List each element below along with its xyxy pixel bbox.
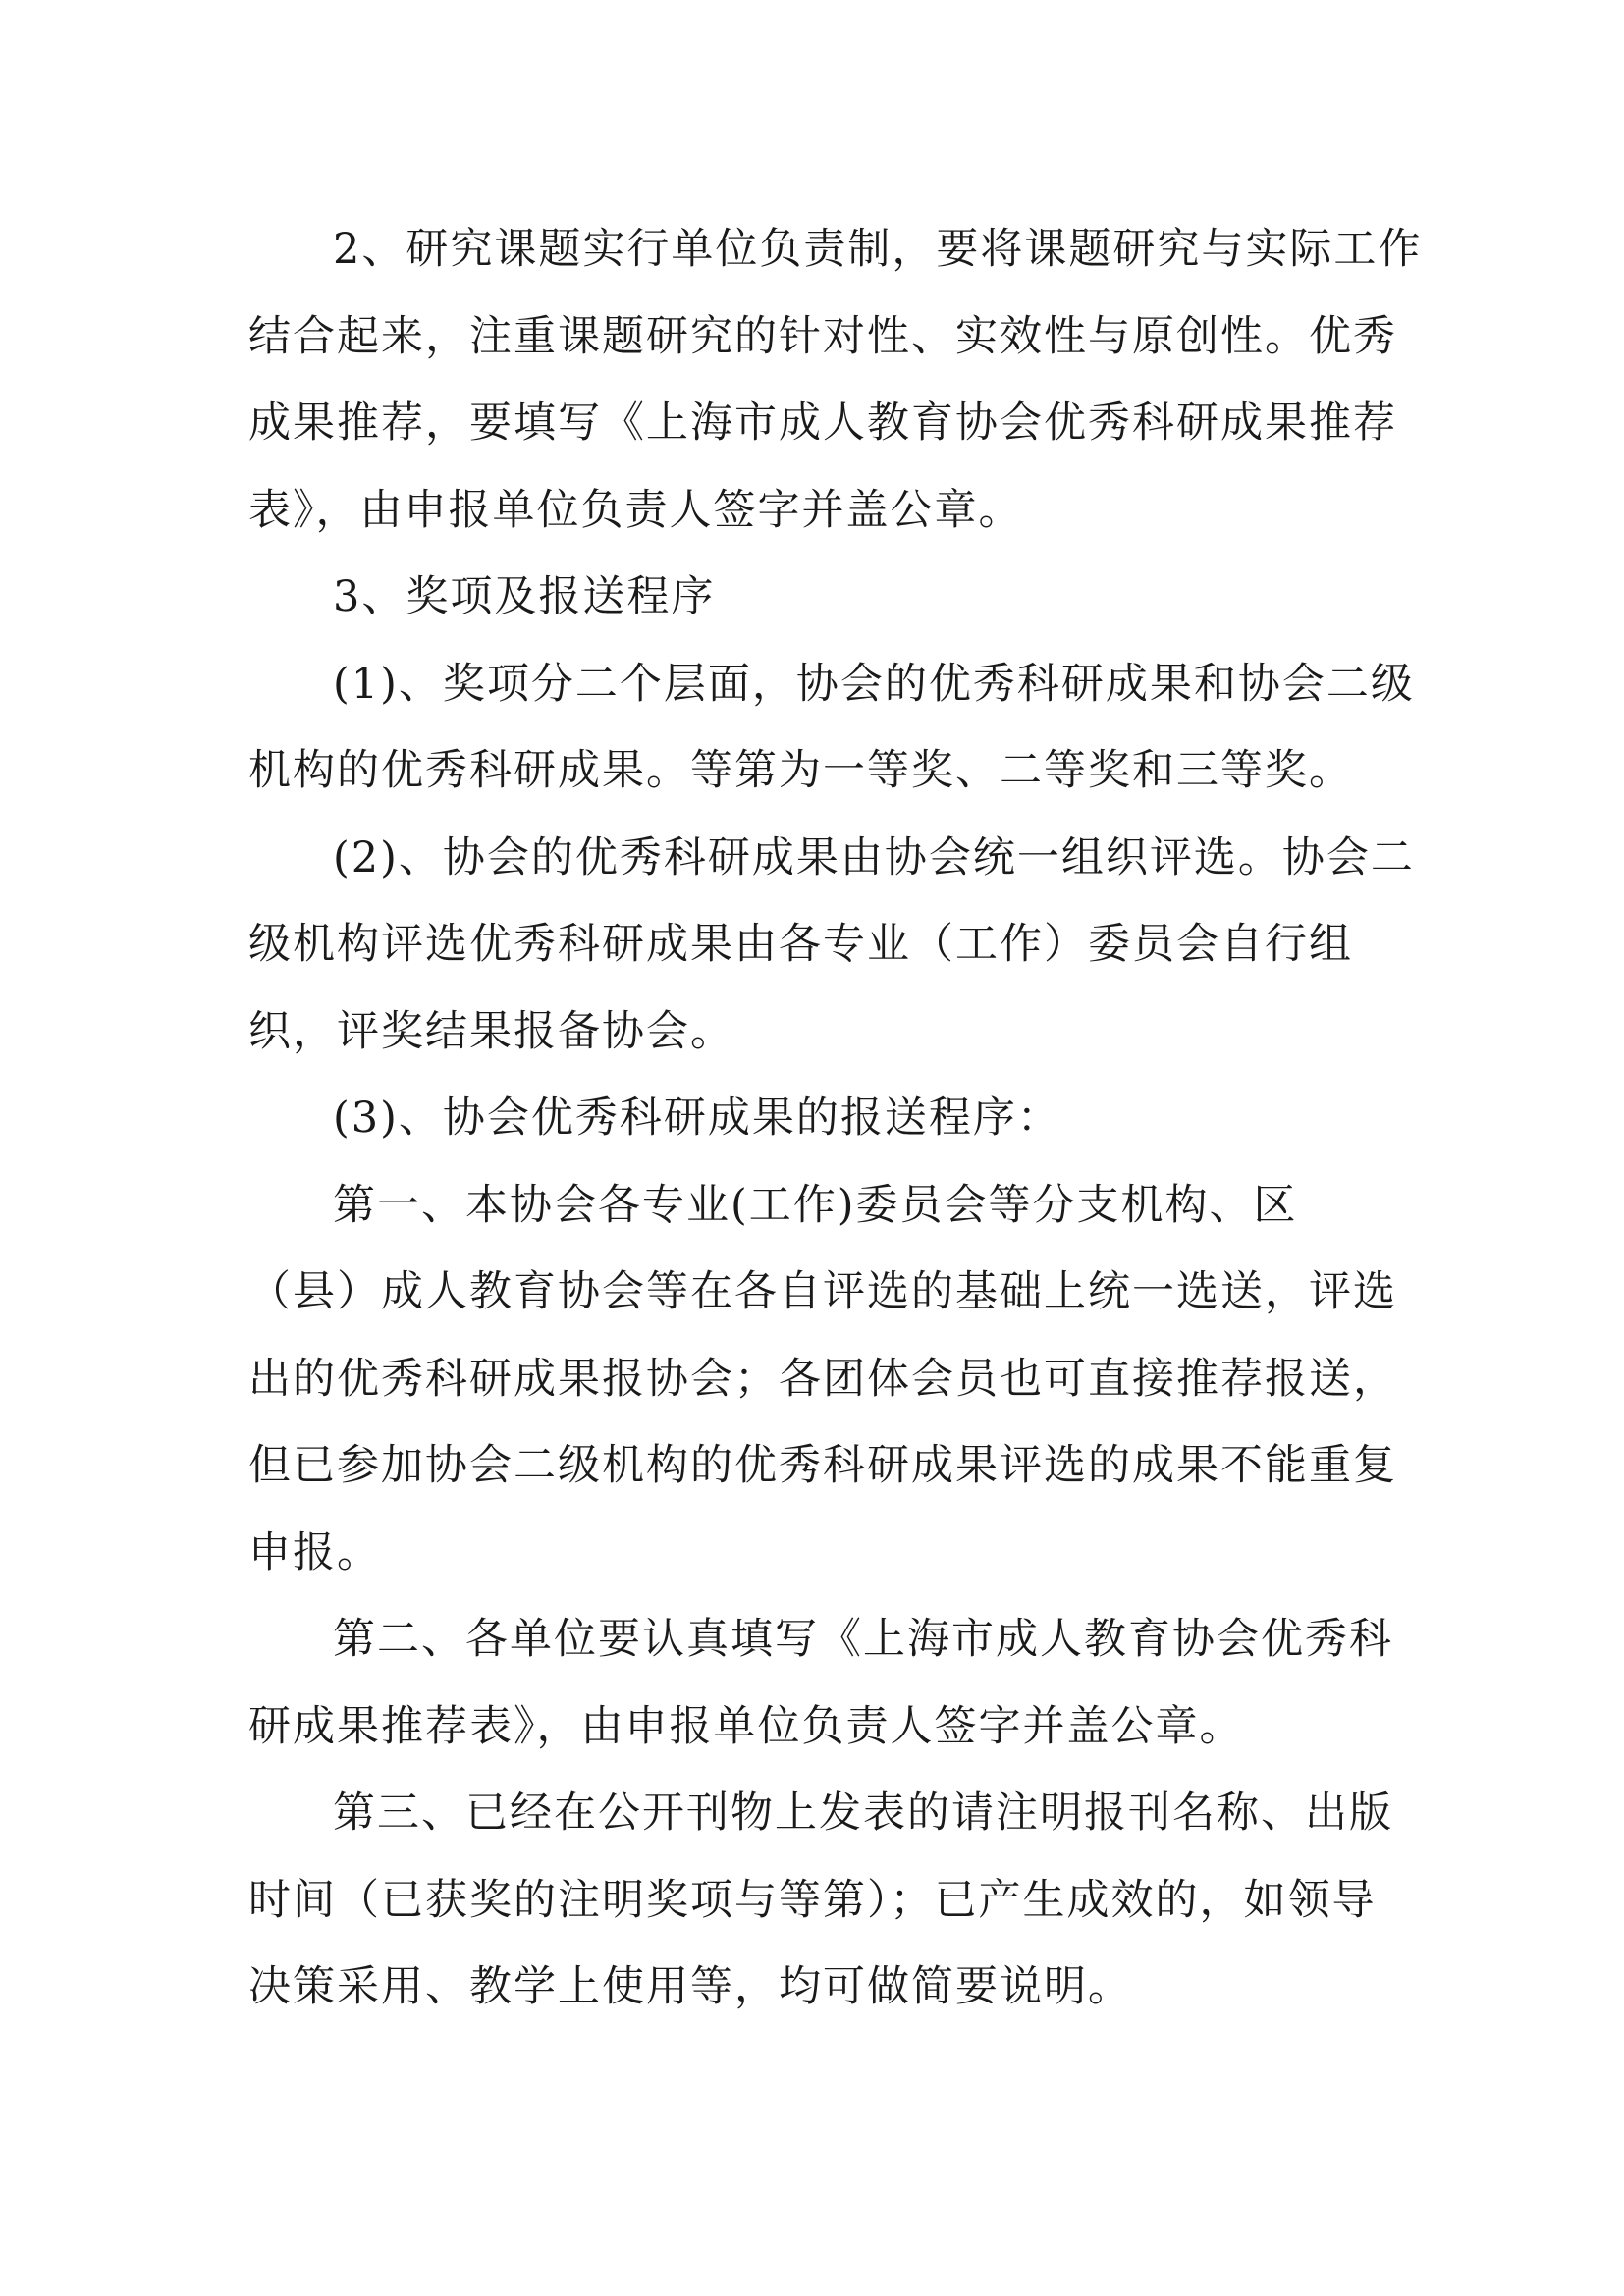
text-line: 第二、各单位要认真填写《上海市成人教育协会优秀科 [333,1615,1393,1664]
text-line: （县）成人教育协会等在各自评选的基础上统一选送，评选 [248,1267,1397,1316]
paragraph-step-two [248,1596,1393,1770]
text-line: 研成果推荐表》，由申报单位负责人签字并盖公章。 [248,1701,1244,1751]
text-line: 第三、已经在公开刊物上发表的请注明报刊名称、出版 [333,1789,1393,1838]
paragraph-selection-organization [248,815,1415,1076]
paragraph-research-responsibility [248,206,1423,554]
text-line: 3、奖项及报送程序 [333,572,716,621]
text-line: 机构的优秀科研成果。等第为一等奖、二等奖和三等奖。 [248,746,1353,795]
text-line: (2)、协会的优秀科研成果由协会统一组织评选。协会二 [333,832,1415,882]
paragraph-submission-procedure-heading [248,1075,1378,1162]
text-line: 决策采用、教学上使用等，均可做简要说明。 [248,1962,1132,2011]
text-line: 结合起来，注重课题研究的针对性、实效性与原创性。优秀 [248,311,1397,361]
text-line: (1)、奖项分二个层面，协会的优秀科研成果和协会二级 [333,659,1415,709]
paragraph-step-three [248,1770,1393,2031]
text-line: (3)、协会优秀科研成果的报送程序： [333,1094,1061,1143]
text-line: 第一、本协会各专业(工作)委员会等分支机构、区 [333,1180,1298,1230]
paragraph-step-one [248,1162,1397,1597]
document-body [248,206,1423,2031]
text-line: 2、研究课题实行单位负责制，要将课题研究与实际工作 [333,225,1423,274]
text-line: 时间（已获奖的注明奖项与等第）；已产生成效的，如领导 [248,1875,1377,1925]
text-line: 出的优秀科研成果报协会；各团体会员也可直接推荐报送， [248,1354,1397,1404]
text-line: 织，评奖结果报备协会。 [248,1006,734,1056]
text-line: 级机构评选优秀科研成果由各专业（工作）委员会自行组 [248,920,1353,969]
text-line: 成果推荐，要填写《上海市成人教育协会优秀科研成果推荐 [248,399,1397,448]
text-line: 申报。 [248,1527,381,1577]
text-line: 但已参加协会二级机构的优秀科研成果评选的成果不能重复 [248,1441,1397,1490]
text-line: 表》，由申报单位负责人签字并盖公章。 [248,485,1023,535]
paragraph-award-levels [248,641,1415,815]
paragraph-awards-heading [248,554,1378,641]
